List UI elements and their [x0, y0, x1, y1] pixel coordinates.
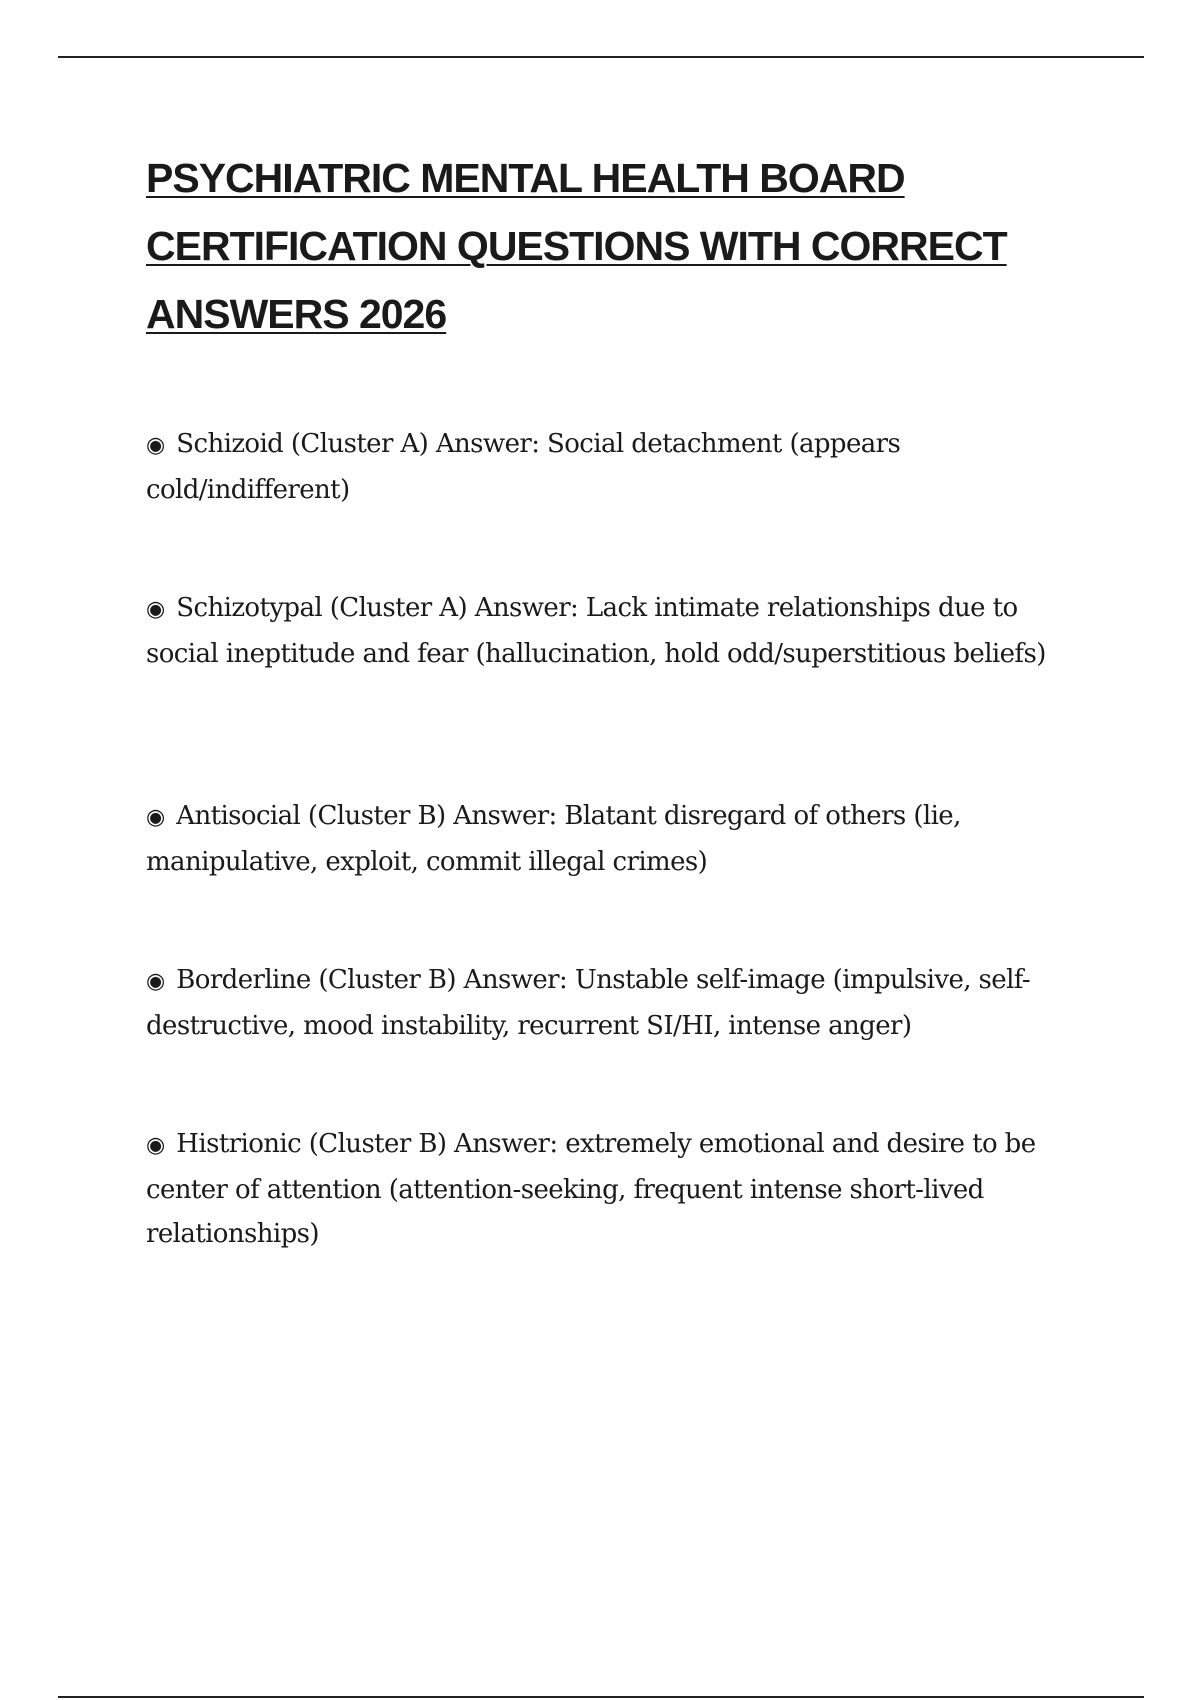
answer-text: Lack intimate relationships due to social ineptitude and fear (hallucination, hold odd/superstitious beliefs) — [146, 593, 1046, 669]
qa-item — [146, 1122, 1076, 1256]
question-text: Schizoid (Cluster A) — [176, 429, 429, 459]
top-divider — [58, 56, 1144, 58]
qa-item — [146, 586, 1076, 676]
fisheye-bullet-icon: ◉ — [146, 1133, 165, 1158]
fisheye-bullet-icon: ◉ — [146, 969, 165, 994]
qa-item — [146, 422, 1076, 512]
answer-text: Blatant disregard of others (lie, manipulative, exploit, commit illegal crimes) — [146, 801, 961, 877]
fisheye-bullet-icon: ◉ — [146, 805, 165, 830]
question-text: Histrionic (Cluster B) — [176, 1129, 447, 1159]
answer-text: Social detachment (appears cold/indifferent) — [146, 429, 901, 505]
answer-label: Answer: — [435, 429, 540, 459]
answer-text: Unstable self-image (impulsive, self-destructive, mood instability, recurrent SI/HI, intense anger) — [146, 965, 1031, 1041]
question-text: Schizotypal (Cluster A) — [176, 593, 468, 623]
question-text: Antisocial (Cluster B) — [176, 801, 446, 831]
answer-label: Answer: — [453, 801, 557, 831]
page-title: PSYCHIATRIC MENTAL HEALTH BOARD CERTIFICATION QUESTIONS WITH CORRECT ANSWERS 2026 — [146, 155, 1007, 337]
answer-label: Answer: — [454, 1129, 558, 1159]
fisheye-bullet-icon: ◉ — [146, 597, 165, 622]
fisheye-bullet-icon: ◉ — [146, 433, 165, 458]
qa-item — [146, 794, 1076, 884]
question-text: Borderline (Cluster B) — [176, 965, 456, 995]
answer-label: Answer: — [463, 965, 568, 995]
answer-label: Answer: — [474, 593, 579, 623]
qa-item — [146, 958, 1076, 1048]
answer-text: extremely emotional and desire to be center of attention (attention-seeking, frequent intense short-lived relationships) — [146, 1129, 1036, 1249]
bottom-divider — [58, 1696, 1144, 1698]
